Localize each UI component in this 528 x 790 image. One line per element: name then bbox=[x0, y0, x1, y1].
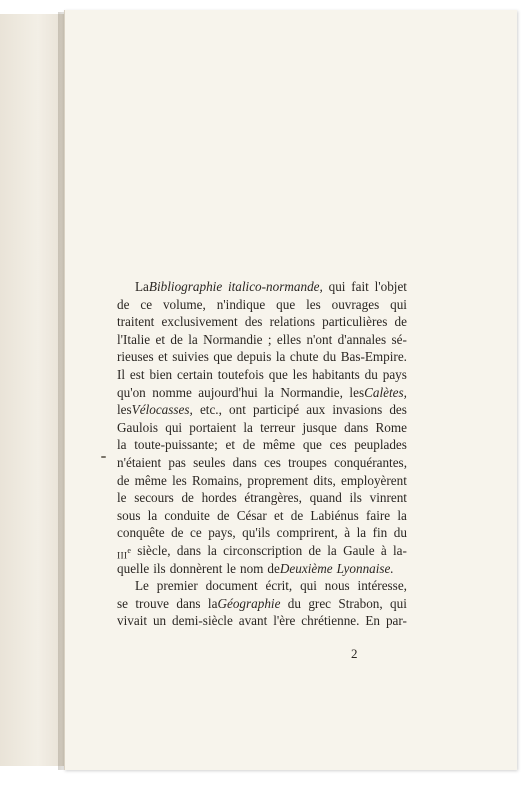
word: toutefois bbox=[217, 366, 264, 382]
word: proprement bbox=[247, 472, 309, 488]
word: de bbox=[117, 472, 130, 488]
word: bien bbox=[149, 366, 173, 382]
text-line bbox=[117, 454, 407, 472]
word: etc., bbox=[199, 402, 222, 418]
word: participé bbox=[252, 402, 300, 418]
word: lesCalètes, bbox=[349, 384, 407, 400]
word: sous bbox=[117, 507, 141, 523]
word: suivies bbox=[172, 349, 209, 365]
word: des bbox=[244, 314, 263, 330]
word: la- bbox=[393, 542, 407, 558]
word: Strabon, bbox=[338, 595, 383, 611]
word: avant bbox=[238, 613, 268, 629]
word: de bbox=[394, 314, 407, 330]
word: écrit, bbox=[265, 578, 293, 594]
ink-speck bbox=[101, 456, 106, 458]
word: jusque bbox=[302, 419, 337, 435]
text-line bbox=[117, 472, 407, 490]
word: de bbox=[290, 507, 304, 523]
word: un bbox=[152, 613, 167, 629]
word: et bbox=[155, 331, 166, 347]
word: relations bbox=[269, 314, 316, 330]
word: quand bbox=[309, 490, 342, 506]
word: conquête bbox=[117, 525, 165, 541]
word: dans bbox=[176, 542, 202, 558]
text-line bbox=[117, 331, 407, 349]
text-line bbox=[117, 489, 407, 507]
word: dans bbox=[232, 454, 257, 470]
word: des bbox=[389, 402, 407, 418]
word: de bbox=[217, 507, 230, 523]
word: de bbox=[308, 542, 321, 558]
word: demi-siècle bbox=[172, 613, 233, 629]
word: quelle bbox=[117, 560, 150, 576]
word: nom bbox=[239, 560, 264, 576]
word: grec bbox=[308, 595, 332, 611]
word: invasions bbox=[332, 402, 383, 418]
word: qu'on bbox=[117, 384, 146, 400]
word: traitent bbox=[117, 314, 155, 330]
word: premier bbox=[156, 578, 198, 594]
word: la bbox=[207, 542, 217, 558]
word: secours bbox=[134, 490, 174, 506]
word: se bbox=[117, 595, 128, 611]
word: de bbox=[117, 296, 130, 312]
word: pas bbox=[168, 454, 186, 470]
word: laGéographie bbox=[207, 595, 281, 611]
word: Rome bbox=[375, 419, 407, 435]
text-line bbox=[117, 384, 407, 402]
text-line bbox=[117, 296, 407, 314]
text-line bbox=[117, 436, 407, 454]
word: Gaule bbox=[343, 542, 375, 558]
text-line bbox=[117, 419, 407, 437]
word: qui bbox=[300, 578, 317, 594]
word: la bbox=[188, 331, 198, 347]
word: et bbox=[225, 437, 236, 453]
word: l'Italie bbox=[117, 331, 151, 347]
word: pays, bbox=[208, 525, 236, 541]
word: Le bbox=[135, 578, 149, 594]
word: Bas-Empire. bbox=[340, 349, 407, 365]
word: IIIe bbox=[117, 545, 131, 562]
word: Il bbox=[117, 366, 126, 382]
word: dans bbox=[176, 595, 201, 611]
word: fait bbox=[351, 279, 369, 294]
word: Normandie bbox=[203, 331, 263, 347]
word: la bbox=[275, 349, 286, 365]
word: de bbox=[170, 331, 183, 347]
word: exclusivement bbox=[161, 314, 238, 330]
word: dans bbox=[344, 419, 369, 435]
text-line bbox=[117, 313, 407, 331]
word: aux bbox=[306, 402, 326, 418]
word: la bbox=[356, 525, 367, 541]
word: ils bbox=[349, 490, 362, 506]
text-line bbox=[117, 401, 407, 419]
word: et bbox=[158, 349, 168, 365]
word: donnèrent bbox=[169, 560, 223, 576]
word: qui bbox=[165, 419, 183, 435]
word: terreur bbox=[260, 419, 296, 435]
word: les bbox=[292, 366, 308, 382]
text-line bbox=[117, 577, 407, 595]
word: lesVélocasses, bbox=[117, 402, 193, 418]
page-number: 2 bbox=[351, 646, 358, 661]
word: italico-normande, bbox=[227, 279, 323, 294]
word: rieuses bbox=[117, 349, 154, 365]
word: ils bbox=[153, 560, 166, 576]
word: pays bbox=[382, 366, 407, 382]
facing-page-edge bbox=[0, 14, 66, 766]
word: du bbox=[364, 366, 378, 382]
word: chute bbox=[289, 349, 319, 365]
word: à bbox=[344, 525, 351, 541]
text-line bbox=[117, 524, 407, 542]
word: intéresse, bbox=[357, 578, 407, 594]
word: document bbox=[205, 578, 258, 594]
word: vinrent bbox=[369, 490, 407, 506]
word: la bbox=[397, 507, 407, 523]
word: que bbox=[213, 349, 233, 365]
word: elles bbox=[276, 331, 302, 347]
word: ces bbox=[264, 454, 281, 470]
word: ces bbox=[329, 437, 347, 453]
word: faire bbox=[365, 507, 391, 523]
text-line bbox=[117, 507, 407, 525]
word: de bbox=[181, 490, 194, 506]
word: Normandie, bbox=[280, 384, 343, 400]
word: particulières bbox=[322, 314, 388, 330]
word: LaBibliographie bbox=[135, 279, 223, 294]
word: est bbox=[129, 366, 145, 382]
word: de bbox=[171, 525, 184, 541]
word: du bbox=[393, 525, 407, 541]
word: l'objet bbox=[374, 279, 407, 294]
word: conduite bbox=[164, 507, 210, 523]
word: n'étaient bbox=[117, 454, 162, 470]
word: qui bbox=[390, 296, 407, 312]
word: qui bbox=[390, 595, 407, 611]
text-line bbox=[117, 560, 407, 578]
word: siècle, bbox=[137, 542, 171, 558]
word: Gaulois bbox=[117, 419, 159, 435]
text-line bbox=[117, 612, 407, 630]
word: le bbox=[117, 490, 127, 506]
word: portaient bbox=[189, 419, 237, 435]
word: du bbox=[287, 595, 301, 611]
word: Romains, bbox=[192, 472, 243, 488]
word: les bbox=[306, 296, 321, 312]
word: les bbox=[172, 472, 187, 488]
word: vivait bbox=[117, 613, 148, 629]
text-line bbox=[117, 595, 407, 613]
text-line bbox=[117, 366, 407, 384]
word: de bbox=[242, 437, 256, 453]
word: l'ère bbox=[273, 613, 296, 629]
word: employèrent bbox=[341, 472, 407, 488]
word: dits, bbox=[313, 472, 336, 488]
word: par- bbox=[385, 613, 407, 629]
word: le bbox=[226, 560, 236, 576]
word: ouvrages bbox=[331, 296, 380, 312]
word: seules bbox=[193, 454, 226, 470]
word: habitants bbox=[312, 366, 360, 382]
word: trouve bbox=[135, 595, 170, 611]
word: que bbox=[302, 437, 322, 453]
word: troupes bbox=[288, 454, 327, 470]
word: qu'ils bbox=[242, 525, 271, 541]
word: volume, bbox=[162, 296, 206, 312]
word: comprirent, bbox=[276, 525, 338, 541]
word: ce bbox=[140, 296, 153, 312]
word: fin bbox=[372, 525, 388, 541]
word: même bbox=[134, 472, 167, 488]
word: la bbox=[117, 437, 127, 453]
body-text bbox=[117, 278, 407, 630]
word: ; bbox=[267, 331, 272, 347]
word: à bbox=[380, 542, 387, 558]
word: circonscription bbox=[223, 542, 303, 558]
word: la bbox=[264, 384, 274, 400]
word: César bbox=[236, 507, 267, 523]
word: En bbox=[365, 613, 381, 629]
word: depuis bbox=[236, 349, 272, 365]
word: chrétienne. bbox=[301, 613, 360, 629]
word: aujourd'hui bbox=[198, 384, 258, 400]
word: nous bbox=[324, 578, 350, 594]
text-line bbox=[117, 348, 407, 366]
word: sé- bbox=[391, 331, 407, 347]
word: n'ont bbox=[306, 331, 333, 347]
word: du bbox=[322, 349, 337, 365]
word: n'indique bbox=[216, 296, 266, 312]
word: la bbox=[147, 507, 158, 523]
paragraph bbox=[117, 577, 407, 630]
word: et bbox=[273, 507, 284, 523]
word: que bbox=[276, 296, 296, 312]
word: que bbox=[268, 366, 288, 382]
word: nomme bbox=[152, 384, 192, 400]
text-line bbox=[117, 542, 407, 560]
book-page bbox=[64, 10, 517, 770]
word: la bbox=[243, 419, 253, 435]
word: deDeuxième bbox=[267, 560, 333, 576]
paragraph bbox=[117, 278, 407, 577]
word: étrangères, bbox=[244, 490, 302, 506]
word: certain bbox=[177, 366, 213, 382]
word: peuplades bbox=[354, 437, 407, 453]
word: d'annales bbox=[337, 331, 387, 347]
word: toute-puissante; bbox=[134, 437, 218, 453]
word: même bbox=[262, 437, 296, 453]
word: hordes bbox=[201, 490, 237, 506]
word: la bbox=[327, 542, 337, 558]
word: conquérantes, bbox=[334, 454, 407, 470]
word: Labiénus bbox=[310, 507, 359, 523]
text-line bbox=[117, 278, 407, 296]
word: ce bbox=[190, 525, 202, 541]
word: ont bbox=[229, 402, 246, 418]
word: qui bbox=[328, 279, 346, 294]
word: Lyonnaise. bbox=[336, 560, 394, 576]
